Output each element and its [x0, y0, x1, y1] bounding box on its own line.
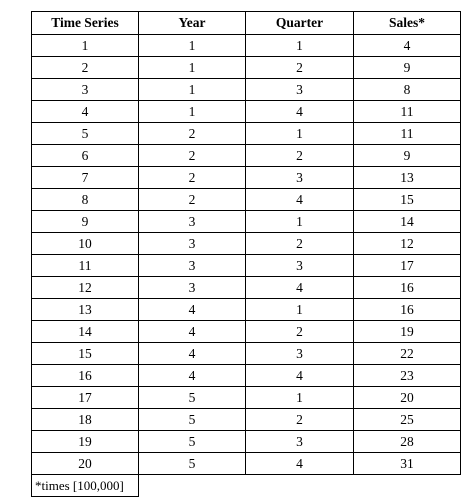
year-cell: 3 — [139, 277, 246, 299]
year-cell: 3 — [139, 211, 246, 233]
table-row — [32, 299, 461, 321]
sales-cell: 14 — [354, 211, 461, 233]
quarter-cell: 2 — [246, 321, 354, 343]
sales-cell: 13 — [354, 167, 461, 189]
year-cell: 2 — [139, 145, 246, 167]
footer-blank-cell — [246, 475, 354, 497]
footnote: *times [100,000] — [32, 475, 139, 497]
quarter-cell: 3 — [246, 79, 354, 101]
time-series-cell: 12 — [32, 277, 139, 299]
year-cell: 3 — [139, 255, 246, 277]
time-series-cell: 6 — [32, 145, 139, 167]
year-cell: 2 — [139, 123, 246, 145]
sales-cell: 11 — [354, 101, 461, 123]
table-row — [32, 101, 461, 123]
sales-cell: 8 — [354, 79, 461, 101]
time-series-cell: 14 — [32, 321, 139, 343]
table-row — [32, 123, 461, 145]
quarter-cell: 1 — [246, 211, 354, 233]
sales-cell: 11 — [354, 123, 461, 145]
year-cell: 1 — [139, 101, 246, 123]
table-row — [32, 343, 461, 365]
quarter-cell: 1 — [246, 35, 354, 57]
table-row — [32, 167, 461, 189]
sales-cell: 22 — [354, 343, 461, 365]
year-cell: 5 — [139, 409, 246, 431]
table-row — [32, 255, 461, 277]
year-cell: 1 — [139, 35, 246, 57]
time-series-cell: 1 — [32, 35, 139, 57]
footer-blank-cell — [139, 475, 246, 497]
quarter-cell: 4 — [246, 365, 354, 387]
quarter-cell: 4 — [246, 277, 354, 299]
sales-cell: 17 — [354, 255, 461, 277]
time-series-cell: 7 — [32, 167, 139, 189]
table-row — [32, 277, 461, 299]
quarter-cell: 3 — [246, 255, 354, 277]
sales-cell: 19 — [354, 321, 461, 343]
table-header — [32, 12, 461, 35]
year-cell: 5 — [139, 453, 246, 475]
header-sales: Sales* — [354, 12, 461, 35]
table-row — [32, 233, 461, 255]
sales-cell: 9 — [354, 57, 461, 79]
sales-cell: 16 — [354, 299, 461, 321]
table-row — [32, 409, 461, 431]
year-cell: 1 — [139, 57, 246, 79]
quarter-cell: 2 — [246, 233, 354, 255]
header-row — [32, 12, 461, 35]
time-series-cell: 16 — [32, 365, 139, 387]
time-series-cell: 15 — [32, 343, 139, 365]
time-series-cell: 2 — [32, 57, 139, 79]
table-row — [32, 189, 461, 211]
quarter-cell: 2 — [246, 57, 354, 79]
year-cell: 4 — [139, 343, 246, 365]
time-series-cell: 18 — [32, 409, 139, 431]
table-row — [32, 365, 461, 387]
year-cell: 2 — [139, 167, 246, 189]
table-row — [32, 145, 461, 167]
sales-cell: 12 — [354, 233, 461, 255]
year-cell: 3 — [139, 233, 246, 255]
quarter-cell: 3 — [246, 167, 354, 189]
time-series-cell: 20 — [32, 453, 139, 475]
table-row — [32, 387, 461, 409]
year-cell: 4 — [139, 365, 246, 387]
footnote-row — [32, 475, 461, 497]
year-cell: 4 — [139, 299, 246, 321]
time-series-cell: 8 — [32, 189, 139, 211]
time-series-cell: 11 — [32, 255, 139, 277]
sales-cell: 16 — [354, 277, 461, 299]
quarter-cell: 4 — [246, 189, 354, 211]
sales-cell: 20 — [354, 387, 461, 409]
time-series-cell: 13 — [32, 299, 139, 321]
time-series-cell: 10 — [32, 233, 139, 255]
table-row — [32, 79, 461, 101]
sales-cell: 15 — [354, 189, 461, 211]
sales-cell: 4 — [354, 35, 461, 57]
table-row — [32, 431, 461, 453]
time-series-cell: 17 — [32, 387, 139, 409]
time-series-cell: 9 — [32, 211, 139, 233]
table-body — [32, 35, 461, 475]
quarter-cell: 4 — [246, 101, 354, 123]
table-row — [32, 321, 461, 343]
footer-blank-cell — [354, 475, 461, 497]
header-time-series: Time Series — [32, 12, 139, 35]
year-cell: 5 — [139, 387, 246, 409]
year-cell: 4 — [139, 321, 246, 343]
header-quarter: Quarter — [246, 12, 354, 35]
table-row — [32, 35, 461, 57]
quarter-cell: 2 — [246, 409, 354, 431]
sales-cell: 28 — [354, 431, 461, 453]
table-footer — [32, 475, 461, 497]
quarter-cell: 4 — [246, 453, 354, 475]
sales-cell: 9 — [354, 145, 461, 167]
time-series-cell: 4 — [32, 101, 139, 123]
time-series-cell: 3 — [32, 79, 139, 101]
quarter-cell: 2 — [246, 145, 354, 167]
table-row — [32, 211, 461, 233]
table-row — [32, 57, 461, 79]
year-cell: 2 — [139, 189, 246, 211]
header-year: Year — [139, 12, 246, 35]
quarter-cell: 3 — [246, 343, 354, 365]
quarter-cell: 1 — [246, 387, 354, 409]
time-series-cell: 19 — [32, 431, 139, 453]
time-series-cell: 5 — [32, 123, 139, 145]
quarter-cell: 3 — [246, 431, 354, 453]
year-cell: 5 — [139, 431, 246, 453]
quarter-cell: 1 — [246, 299, 354, 321]
sales-cell: 25 — [354, 409, 461, 431]
sales-cell: 23 — [354, 365, 461, 387]
quarter-cell: 1 — [246, 123, 354, 145]
year-cell: 1 — [139, 79, 246, 101]
sales-cell: 31 — [354, 453, 461, 475]
sales-table — [31, 11, 461, 497]
table-row — [32, 453, 461, 475]
